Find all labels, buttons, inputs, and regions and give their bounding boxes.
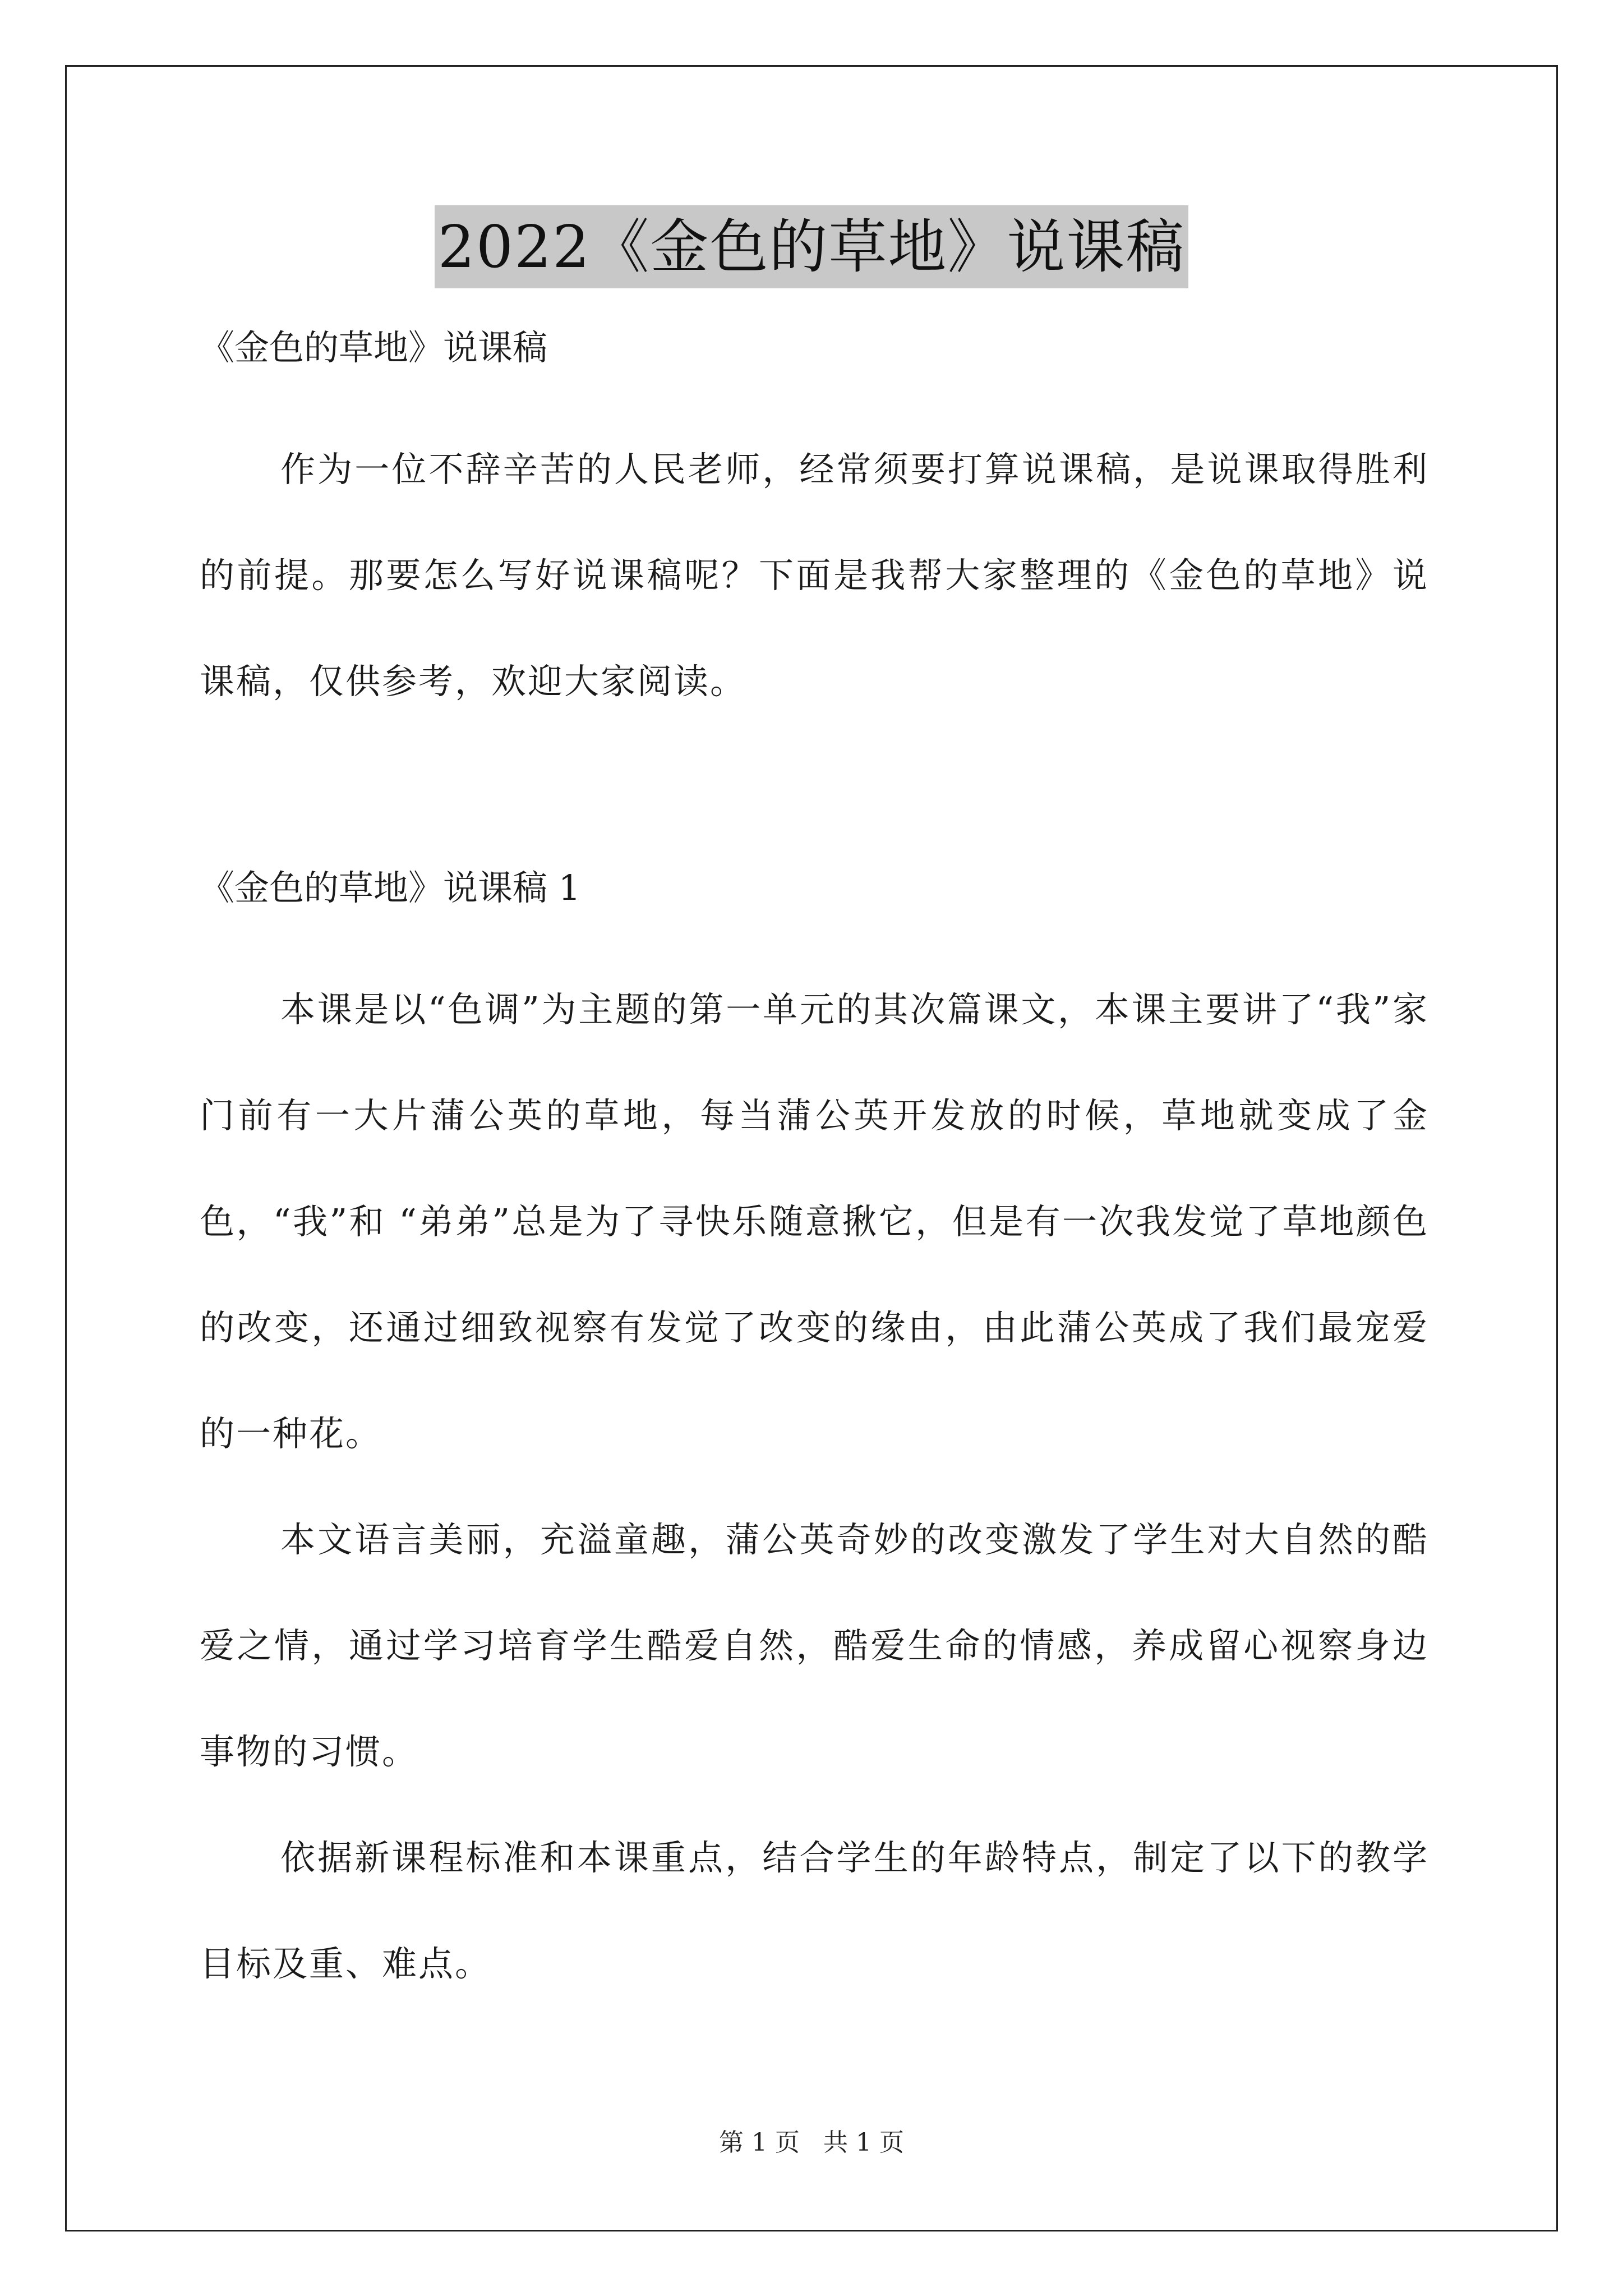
document-title: 2022《金色的草地》说课稿 bbox=[435, 205, 1189, 288]
document-body bbox=[200, 314, 1429, 2017]
intro-paragraph: 作为一位不辞辛苦的人民老师，经常须要打算说课稿，是说课取得胜利的前提。那要怎么写好说课稿呢？下面是我帮大家整理的《金色的草地》说课稿，仅供参考，欢迎大家阅读。 bbox=[200, 449, 1429, 702]
body-paragraph: 本文语言美丽，充溢童趣，蒲公英奇妙的改变激发了学生对大自然的酷爱之情，通过学习培育学生酷爱自然，酷爱生命的情感，养成留心视察身边事物的习惯。 bbox=[200, 1519, 1429, 1772]
title-container bbox=[0, 205, 1623, 288]
body-paragraph: 依据新课程标准和本课重点，结合学生的年龄特点，制定了以下的教学目标及重、难点。 bbox=[200, 1837, 1429, 1984]
page-number: 第 1 页 bbox=[719, 2128, 800, 2157]
body-paragraph: 本课是以“色调”为主题的第一单元的其次篇课文，本课主要讲了“我”家门前有一大片蒲公英的草地，每当蒲公英开发放的时候，草地就变成了金色，“我”和 “弟弟”总是为了寻快乐随意揪它，但是有一次我发觉了草地颜色的改变，还通过细致视察有发觉了改变的缘由，由此蒲公英成了我们最宠爱的一种花。 bbox=[200, 989, 1429, 1454]
page-footer bbox=[0, 2126, 1623, 2160]
document-subtitle: 《金色的草地》说课稿 bbox=[200, 327, 548, 368]
section-heading: 《金色的草地》说课稿 1 bbox=[200, 867, 581, 908]
page-total: 共 1 页 bbox=[823, 2128, 904, 2157]
